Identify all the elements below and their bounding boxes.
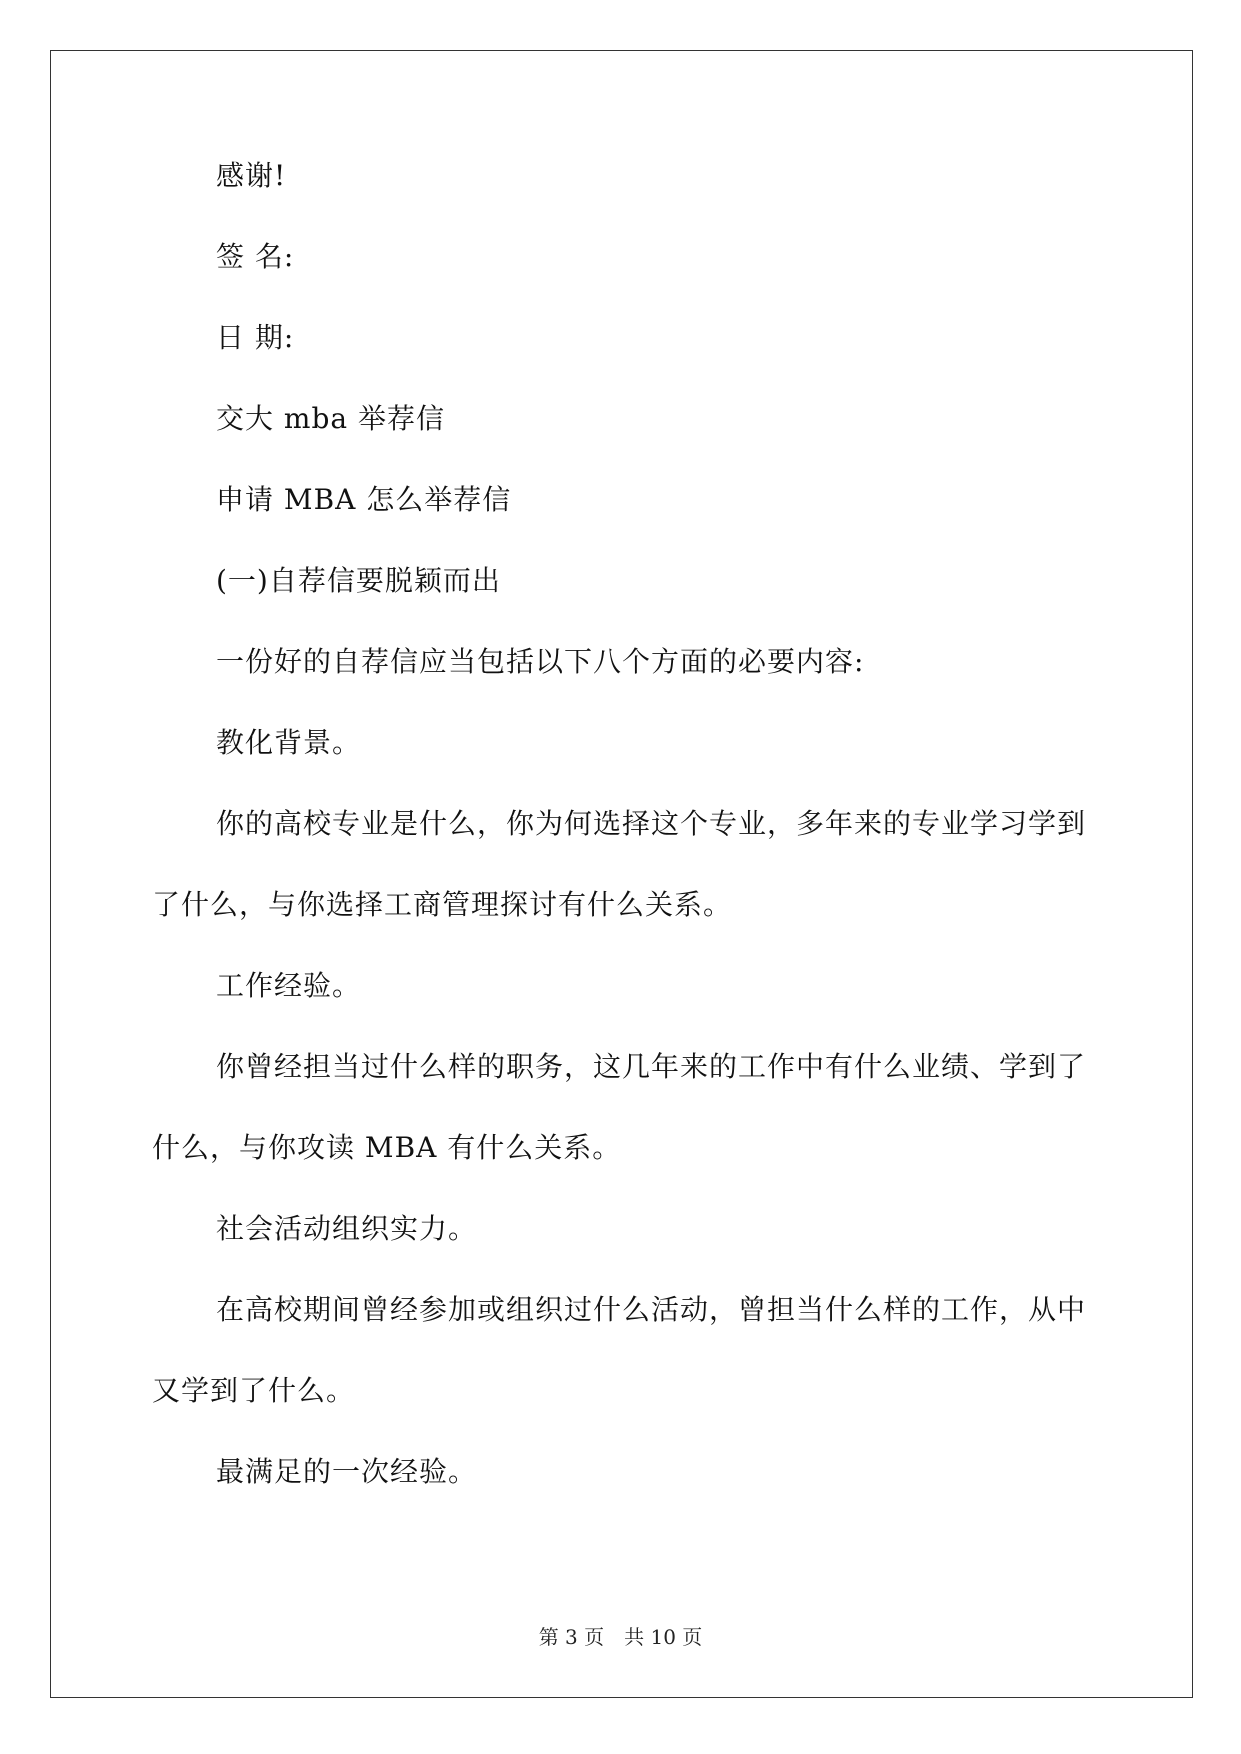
paragraph-date: 日 期: <box>216 321 295 354</box>
paragraph-heading-sjtu: 交大 mba 举荐信 <box>216 402 445 435</box>
paragraph-heading-apply: 申请 MBA 怎么举荐信 <box>216 483 512 516</box>
document-body <box>152 161 1092 1512</box>
paragraph-section-one: (一)自荐信要脱颖而出 <box>216 564 501 597</box>
paragraph-experience-title: 最满足的一次经验。 <box>216 1455 478 1488</box>
paragraph-education-title: 教化背景。 <box>216 726 362 759</box>
paragraph-thanks: 感谢! <box>216 159 287 192</box>
paragraph-education-body: 你的高校专业是什么，你为何选择这个专业，多年来的专业学习学到了什么，与你选择工商管理探讨有什么关系。 <box>152 807 1087 921</box>
paragraph-social-title: 社会活动组织实力。 <box>216 1212 478 1245</box>
paragraph-signature: 签 名: <box>216 240 295 273</box>
paragraph-social-body: 在高校期间曾经参加或组织过什么活动，曾担当什么样的工作，从中又学到了什么。 <box>152 1293 1087 1407</box>
paragraph-intro: 一份好的自荐信应当包括以下八个方面的必要内容: <box>216 645 865 678</box>
paragraph-work-title: 工作经验。 <box>216 969 362 1002</box>
page-footer <box>0 1625 1241 1649</box>
page-total: 共 10 页 <box>624 1625 703 1649</box>
page-number: 第 3 页 <box>538 1625 605 1649</box>
paragraph-work-body: 你曾经担当过什么样的职务，这几年来的工作中有什么业绩、学到了什么，与你攻读 MBA 有什么关系。 <box>152 1050 1087 1164</box>
